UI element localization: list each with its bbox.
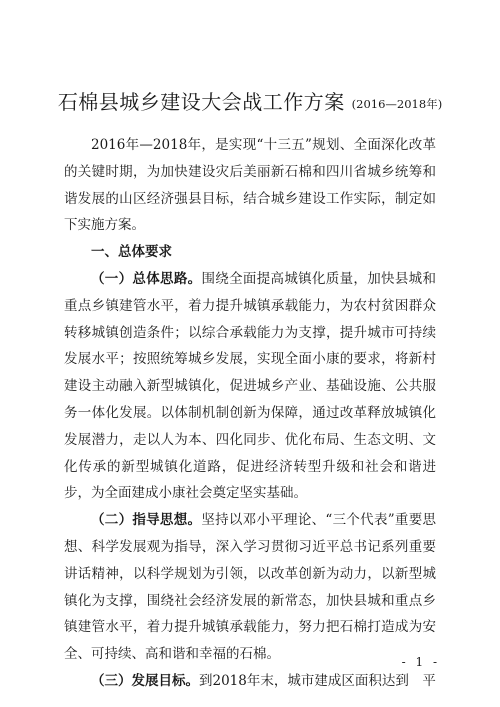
item-text: 围绕全面提高城镇化质量，加快县城和重点乡镇建管水平，着力提升城镇承载能力，为农村贫困群众转移城镇创造条件；以综合承载能力为支撑，提升城市可持续发展水平；按照统筹城乡发展，实现全面小康的要求，将新村建设主动融入新型城镇化，促进城乡产业、基础设施、公共服务一体化发展。以体制机制创新为保障，通过改革释放城镇化发展潜力，走以人为本、四化同步、优化布局、生态文明、文化传承的新型城镇化道路，促进经济转型升级和社会和谐进步，为全面建成小康社会奠定坚实基础。 (64, 270, 436, 502)
intro-paragraph: 2016年—2018年，是实现“十三五”规划、全面深化改革的关键时期，为加快建设灾后美丽新石棉和四川省城乡统筹和谐发展的山区经济强县目标，结合城乡建设工作实际，制定如下实施方案。 (64, 137, 436, 234)
page-number: - 1 - (401, 655, 440, 669)
item-label: （一）总体思路。 (91, 270, 202, 287)
document-body (64, 132, 436, 695)
title-main: 石棉县城乡建设大会战工作方案 (57, 90, 345, 114)
item-label: （二）指导思想。 (91, 512, 202, 529)
paragraph-guiding-ideology (64, 507, 436, 668)
document-title (40, 88, 460, 118)
paragraph-development-goals (64, 668, 436, 695)
item-text: 坚持以邓小平理论、“三个代表”重要思想、科学发展观为指导，深入学习贯彻习近平总书记系列重要讲话精神，以科学规划为引领，以改革创新为动力，以新型城镇化为支撑，围绕社会经济发展的新常态，加快县城和重点乡镇建管水平，着力提升城镇承载能力，努力把石棉打造成为安全、可持续、高和谐和幸福的石棉。 (64, 512, 437, 663)
paragraph-general-approach (64, 266, 436, 507)
item-label: （三）发展目标。 (91, 672, 199, 689)
section-heading: 一、总体要求 (91, 244, 172, 261)
title-period: (2016—2018年) (351, 97, 443, 111)
item-text: 到2018年末，城市建成区面积达到 平 (199, 672, 436, 689)
